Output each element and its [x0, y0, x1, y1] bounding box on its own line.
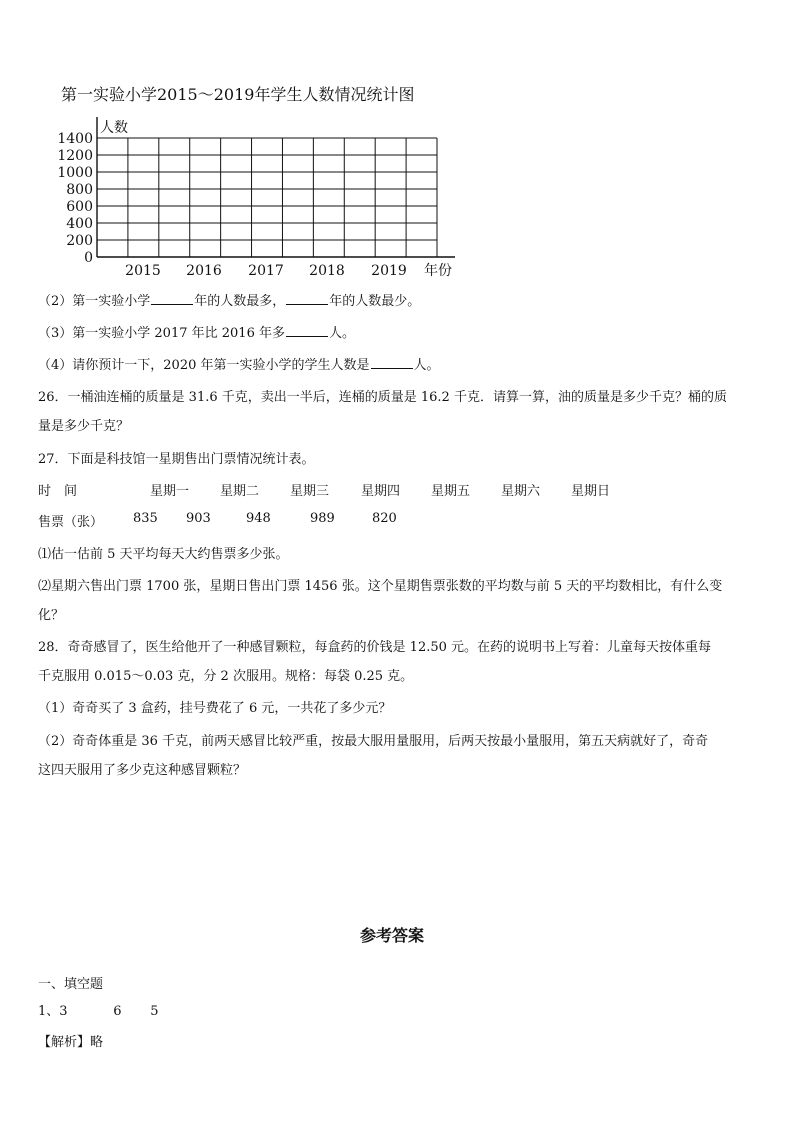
question-4 — [38, 354, 440, 373]
x-tick-label: 2016 — [186, 263, 222, 279]
x-tick-label: 2018 — [309, 263, 345, 279]
ticket-table-header-label: 时 间 — [38, 484, 78, 499]
q4-suffix: 人。 — [413, 358, 440, 373]
ticket-value-3: 948 — [246, 511, 271, 526]
q3-suffix: 人。 — [328, 326, 355, 341]
day-1: 星期一 — [150, 484, 190, 499]
y-tick-label: 1400 — [57, 131, 93, 147]
y-tick-label: 1000 — [57, 165, 93, 181]
q2-suffix: 年的人数最少。 — [329, 294, 421, 309]
answers-heading: 参考答案 — [360, 926, 425, 945]
question-3 — [38, 322, 355, 341]
q3-prefix: （3）第一实验小学 2017 年比 2016 年多 — [38, 326, 285, 341]
q2-prefix: （2）第一实验小学 — [38, 294, 151, 309]
chart-title: 第一实验小学2015～2019年学生人数情况统计图 — [61, 85, 415, 104]
answer-value-1: 3 — [59, 1004, 68, 1019]
problem-27-q1: ⑴估一估前 5 天平均每天大约售票多少张。 — [38, 547, 289, 562]
day-3: 星期三 — [290, 484, 330, 499]
x-tick-label: 2019 — [371, 263, 407, 279]
answer-item-1 — [38, 1000, 159, 1019]
y-axis-label: 人数 — [100, 120, 128, 136]
answers-section: 一、填空题 — [38, 977, 104, 992]
day-2: 星期二 — [220, 484, 260, 499]
ticket-value-4: 989 — [310, 511, 335, 526]
ticket-value-5: 820 — [372, 511, 397, 526]
y-tick-label: 1200 — [57, 148, 93, 164]
day-7: 星期日 — [571, 484, 611, 499]
problem-26-line-1: 26．一桶油连桶的质量是 31.6 千克，卖出一半后，连桶的质量是 16.2 千克．请算一算，油的质量是多少千克？桶的质 — [38, 390, 727, 405]
y-tick-label: 0 — [84, 250, 93, 266]
ticket-value-2: 903 — [186, 511, 211, 526]
y-tick-label: 400 — [66, 216, 93, 232]
answer-item-number: 1、 — [38, 1004, 60, 1019]
question-2 — [38, 290, 420, 309]
problem-28-q2-line-1: （2）奇奇体重是 36 千克，前两天感冒比较严重，按最大服用量服用，后两天按最小量服用，第五天病就好了，奇奇 — [38, 734, 709, 749]
q2-blank-2[interactable] — [286, 292, 328, 305]
day-6: 星期六 — [501, 484, 541, 499]
day-4: 星期四 — [361, 484, 401, 499]
answer-value-2: 6 — [113, 1004, 122, 1019]
problem-26-line-2: 量是多少千克？ — [38, 419, 130, 434]
q2-blank-1[interactable] — [151, 292, 193, 305]
q3-blank[interactable] — [286, 324, 328, 337]
problem-28-line-2: 千克服用 0.015～0.03 克，分 2 次服用。规格：每袋 0.25 克。 — [38, 669, 414, 684]
answer-analysis: 【解析】略 — [38, 1035, 104, 1050]
q2-mid: 年的人数最多， — [194, 294, 286, 309]
problem-27-intro: 27．下面是科技馆一星期售出门票情况统计表。 — [38, 452, 315, 467]
y-tick-label: 600 — [66, 199, 93, 215]
problem-28-q1: （1）奇奇买了 3 盒药，挂号费花了 6 元，一共花了多少元？ — [38, 701, 392, 716]
q4-blank[interactable] — [371, 356, 413, 369]
problem-28-q2-line-2: 这四天服用了多少克这种感冒颗粒？ — [38, 763, 247, 778]
ticket-table-row-label: 售票（张） — [38, 515, 104, 530]
ticket-value-1: 835 — [133, 511, 158, 526]
y-tick-label: 200 — [66, 233, 93, 249]
x-tick-label: 2015 — [125, 263, 161, 279]
student-count-chart — [0, 112, 794, 312]
day-5: 星期五 — [431, 484, 471, 499]
problem-27-q2-line-2: 化？ — [38, 608, 65, 623]
x-tick-label: 2017 — [248, 263, 284, 279]
problem-28-line-1: 28．奇奇感冒了，医生给他开了一种感冒颗粒，每盒药的价钱是 12.50 元。在药的说明书上写着：儿童每天按体重每 — [38, 640, 712, 655]
answer-value-3: 5 — [150, 1004, 159, 1019]
y-tick-label: 800 — [66, 182, 93, 198]
problem-27-q2-line-1: ⑵星期六售出门票 1700 张，星期日售出门票 1456 张。这个星期售票张数的平均数与前 5 天的平均数相比，有什么变 — [38, 579, 723, 594]
x-axis-label: 年份 — [424, 263, 452, 279]
q4-prefix: （4）请你预计一下，2020 年第一实验小学的学生人数是 — [38, 358, 370, 373]
